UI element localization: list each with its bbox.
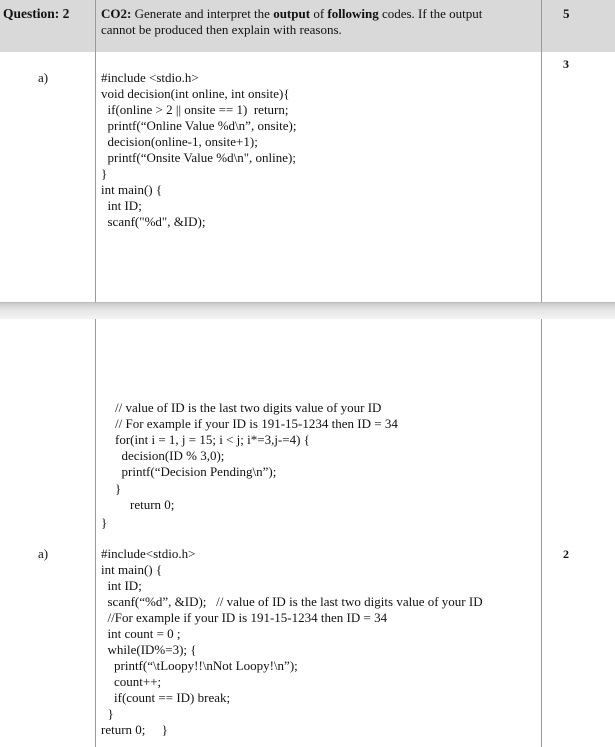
code-line: printf(“\tLoopy!!\nNot Loopy!\n”); (101, 658, 298, 673)
code-line: decision(ID % 3,0); (115, 448, 225, 463)
question-text-b: of (310, 6, 328, 21)
code-line: int main() { (101, 182, 163, 197)
column-divider-left-p2 (95, 318, 96, 747)
bold-output: output (273, 6, 311, 21)
code-line: while(ID%=3); { (101, 642, 197, 657)
code-line: } (101, 166, 108, 181)
column-divider-right (541, 0, 542, 302)
code-line: #include<stdio.h> (101, 546, 196, 561)
code-line: // For example if your ID is 191-15-1234 then ID = 34 (115, 416, 398, 431)
total-marks: 5 (563, 6, 570, 21)
question-text-line-2: cannot be produced then explain with reasons. (101, 22, 342, 37)
part-marks-a2: 2 (563, 547, 569, 561)
code-line: int main() { (101, 562, 163, 577)
code-line: printf(“Onsite Value %d\n", online); (101, 150, 296, 165)
code-line: return 0; } (101, 722, 168, 737)
code-line: int ID; (101, 578, 142, 593)
question-text-line-1 (101, 6, 482, 22)
code-line: int count = 0 ; (101, 626, 181, 641)
code-line: decision(online-1, onsite+1); (101, 134, 258, 149)
code-line: if(online > 2 || onsite == 1) return; (101, 102, 289, 117)
code-line: // value of ID is the last two digits value of your ID (115, 400, 382, 415)
code-line: void decision(int online, int onsite){ (101, 86, 290, 101)
co-prefix: CO2: (101, 6, 132, 21)
code-line: count++; (101, 674, 162, 689)
code-line: scanf("%d", &ID); (101, 214, 206, 229)
code-line: //For example if your ID is 191-15-1234 then ID = 34 (101, 610, 388, 625)
bold-following: following (327, 6, 379, 21)
question-label: Question: 2 (3, 6, 70, 21)
page-break (0, 302, 615, 319)
code-line: #include <stdio.h> (101, 70, 199, 85)
question-text-a: Generate and interpret the (131, 6, 274, 21)
part-label-a2: a) (38, 546, 49, 561)
part-label-a1: a) (38, 70, 49, 85)
code-line: if(count == ID) break; (101, 690, 231, 705)
code-line: return 0; (130, 497, 175, 512)
code-line: } (101, 515, 108, 530)
question-text-c: codes. If the output (378, 6, 483, 21)
part-marks-a1: 3 (563, 57, 569, 71)
code-line: int ID; (101, 198, 142, 213)
code-line: } (115, 481, 122, 496)
code-line: scanf(“%d”, &ID); // value of ID is the last two digits value of your ID (101, 594, 483, 609)
code-line: } (101, 706, 114, 721)
column-divider-right-p2 (541, 318, 542, 747)
code-line: for(int i = 1, j = 15; i < j; i*=3,j-=4) { (115, 432, 310, 447)
code-line: printf(“Online Value %d\n”, onsite); (101, 118, 297, 133)
column-divider-left (95, 0, 96, 302)
code-line: printf(“Decision Pending\n”); (115, 464, 277, 479)
